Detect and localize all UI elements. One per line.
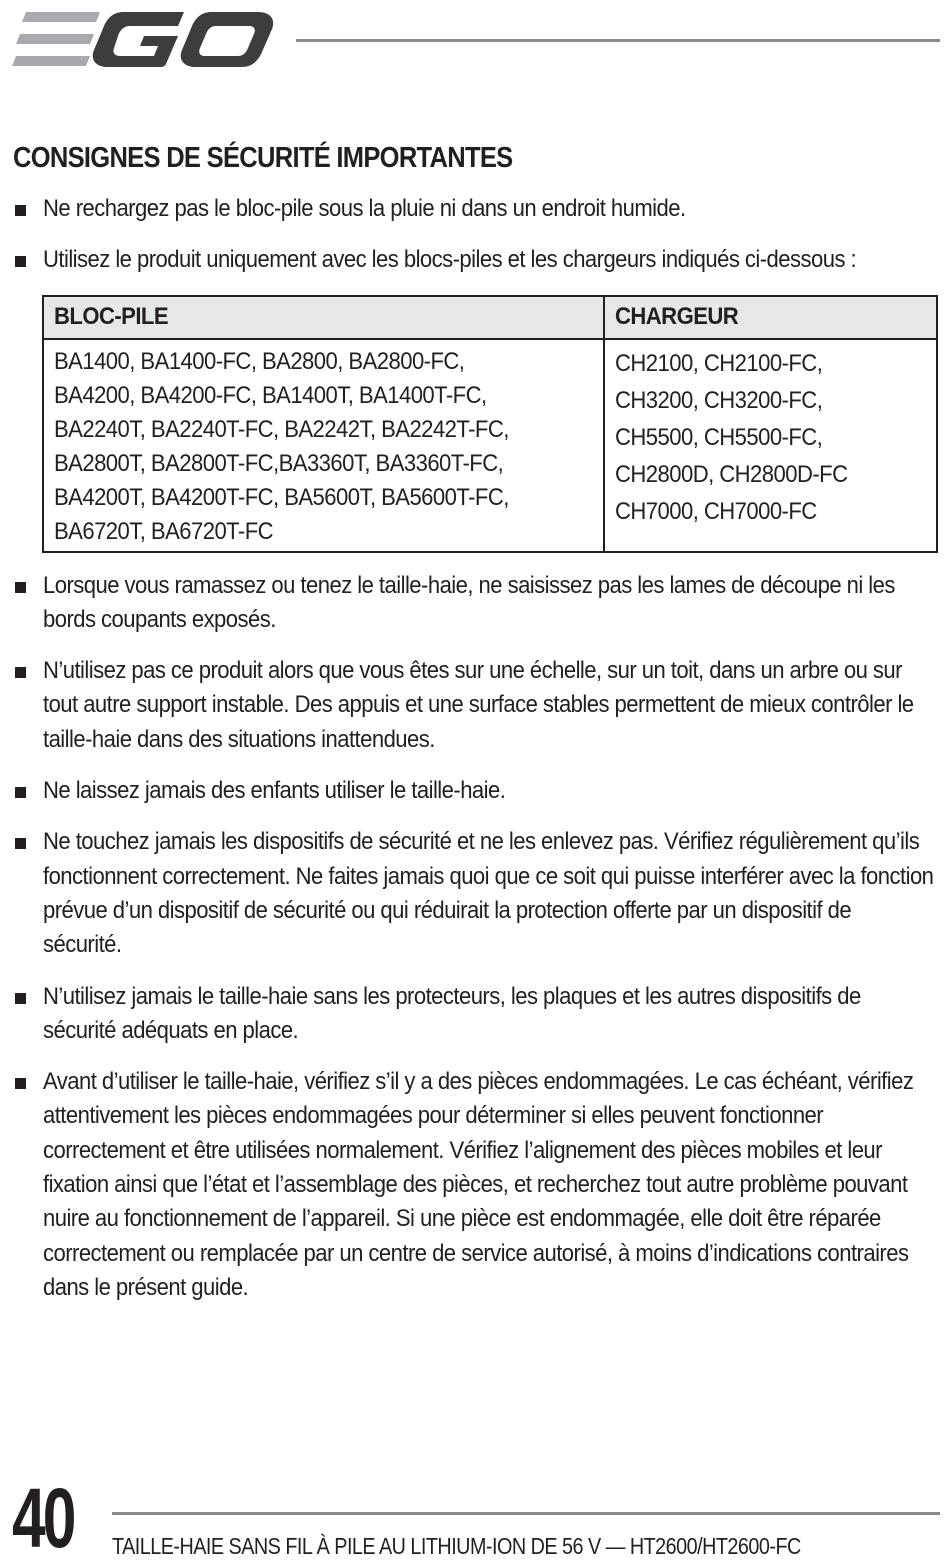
bullet-text: Ne rechargez pas le bloc-pile sous la pluie ni dans un endroit humide. bbox=[43, 195, 686, 222]
header-bloc-pile: BLOC-PILE bbox=[43, 296, 604, 339]
charger-list-cell bbox=[604, 339, 937, 552]
charger-line: CH5500, CH5500-FC, bbox=[615, 423, 823, 451]
bullet-item bbox=[13, 654, 940, 757]
bullet-square-icon bbox=[15, 256, 26, 267]
bullet-item bbox=[13, 774, 940, 808]
battery-line: BA6720T, BA6720T-FC bbox=[54, 517, 274, 545]
bullet-item bbox=[13, 1065, 940, 1305]
bullet-item bbox=[13, 980, 940, 1049]
bullet-text: Lorsque vous ramassez ou tenez le taille-haie, ne saisissez pas les lames de découpe ni les bords coupants exposés. bbox=[43, 571, 895, 633]
bullet-square-icon bbox=[15, 838, 26, 849]
bullet-text: Ne touchez jamais les dispositifs de sécurité et ne les enlevez pas. Vérifiez régulièrement qu’ils fonctionnent correctement. Ne faites jamais quoi que ce soit qui puisse interférer avec la fonction prévue d’un dispositif de sécurité ou qui réduirait la protection offerte par un dispositif de sécurité. bbox=[43, 828, 934, 959]
bullet-text: Avant d’utiliser le taille-haie, vérifiez s’il y a des pièces endommagées. Le cas échéant, vérifiez attentivement les pièces endommagées pour déterminer si elles peuvent fonctionner correctement et être utilisées normalement. Vérifiez l’alignement des pièces mobiles et leur fixation ainsi que l’état et l’assemblage des pièces, et recherchez tout autre problème pouvant nuire au fonctionnement de l’appareil. Si une pièce est endommagée, elle doit être réparée correctement ou remplacée par un centre de service autorisé, à moins d’indications contraires dans le présent guide. bbox=[43, 1068, 914, 1301]
bullet-square-icon bbox=[15, 582, 26, 593]
charger-line: CH2800D, CH2800D-FC bbox=[615, 460, 848, 488]
battery-line: BA4200T, BA4200T-FC, BA5600T, BA5600T-FC, bbox=[54, 483, 509, 511]
footer-rule bbox=[112, 1512, 940, 1515]
page-number: 40 bbox=[12, 1471, 74, 1565]
bullet-text: N’utilisez pas ce produit alors que vous êtes sur une échelle, sur un toit, dans un arbre ou sur tout autre support instable. Des appuis et une surface stables permettent de mieux contrôler le taille-haie dans des situations inattendues. bbox=[43, 657, 914, 753]
bullet-text: N’utilisez jamais le taille-haie sans les protecteurs, les plaques et les autres dispositifs de sécurité adéquats en place. bbox=[43, 982, 861, 1044]
footer-title: TAILLE-HAIE SANS FIL À PILE AU LITHIUM-ION DE 56 V — HT2600/HT2600-FC bbox=[112, 1533, 801, 1559]
table-row bbox=[43, 339, 937, 552]
header-chargeur: CHARGEUR bbox=[604, 296, 937, 339]
bullet-text: Ne laissez jamais des enfants utiliser le taille-haie. bbox=[43, 777, 506, 805]
charger-line: CH7000, CH7000-FC bbox=[615, 497, 817, 525]
bullet-square-icon bbox=[15, 667, 26, 678]
battery-line: BA1400, BA1400-FC, BA2800, BA2800-FC, bbox=[54, 347, 465, 375]
bullet-text: Utilisez le produit uniquement avec les blocs-piles et les chargeurs indiqués ci-dessous : bbox=[43, 246, 857, 274]
bullet-item bbox=[13, 192, 940, 226]
bullet-square-icon bbox=[15, 1078, 26, 1089]
battery-line: BA2240T, BA2240T-FC, BA2242T, BA2242T-FC, bbox=[54, 415, 509, 443]
safety-content bbox=[13, 192, 940, 1322]
bullet-square-icon bbox=[15, 993, 26, 1004]
bullet-square-icon bbox=[15, 787, 26, 798]
compatibility-table bbox=[42, 295, 938, 553]
charger-line: CH3200, CH3200-FC, bbox=[615, 386, 823, 414]
bullet-square-icon bbox=[15, 205, 26, 216]
bullet-item bbox=[13, 825, 940, 962]
table-header-row bbox=[43, 296, 937, 339]
battery-line: BA4200, BA4200-FC, BA1400T, BA1400T-FC, bbox=[54, 381, 487, 409]
battery-line: BA2800T, BA2800T-FC,BA3360T, BA3360T-FC, bbox=[54, 449, 504, 477]
header-rule bbox=[296, 39, 940, 42]
ego-logo bbox=[12, 10, 274, 70]
bullet-item bbox=[13, 569, 940, 638]
battery-list-cell bbox=[43, 339, 604, 552]
bullet-item bbox=[13, 243, 940, 277]
charger-line: CH2100, CH2100-FC, bbox=[615, 349, 823, 377]
section-title: CONSIGNES DE SÉCURITÉ IMPORTANTES bbox=[13, 142, 513, 174]
